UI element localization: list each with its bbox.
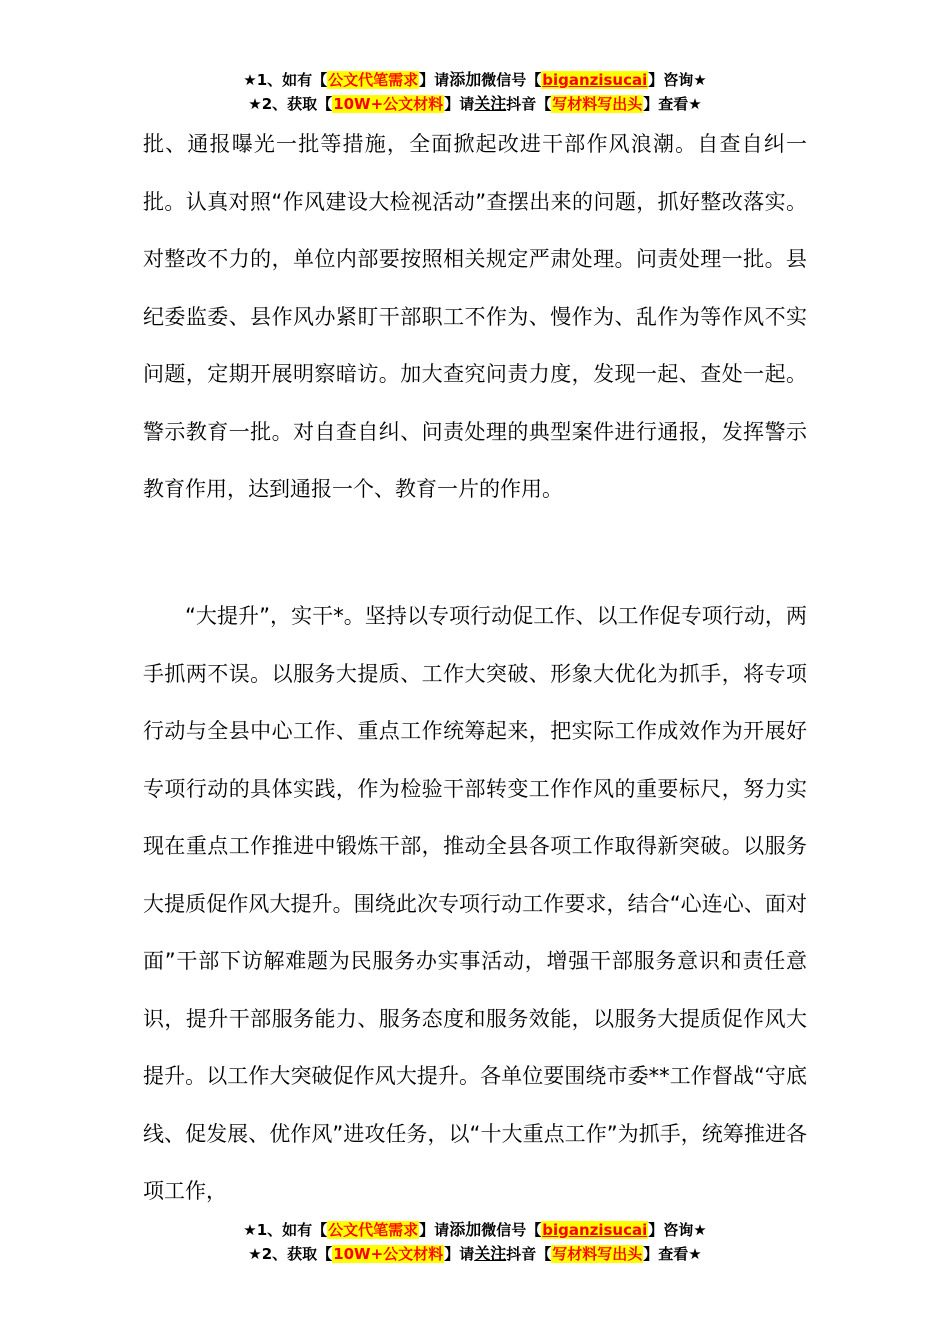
highlight-materials: 10W+公文材料: [333, 95, 444, 113]
banner-text: 】请: [444, 95, 475, 113]
banner-text: 微信号【: [481, 71, 542, 89]
banner-text: 】请: [419, 1221, 450, 1239]
banner-text: 抖音【: [506, 95, 552, 113]
banner-emphasis: 添加: [449, 1220, 482, 1239]
banner-line-1: [0, 68, 950, 92]
banner-line-2: [0, 92, 950, 116]
highlight-materials: 10W+公文材料: [333, 1245, 444, 1263]
banner-text: 】咨询★: [648, 1221, 707, 1239]
highlight-ghostwriting: 公文代笔需求: [328, 71, 419, 89]
paragraph-1: 批、通报曝光一批等措施，全面掀起改进干部作风浪潮。自查自纠一批。认真对照“作风建设大检视活动”查摆出来的问题，抓好整改落实。对整改不力的，单位内部要按照相关规定严肃处理。问责处理一批。县纪委监委、县作风办紧盯干部职工不作为、慢作为、乱作为等作风不实问题，定期开展明察暗访。加大查究问责力度，发现一起、查处一起。警示教育一批。对自查自纠、问责处理的典型案件进行通报，发挥警示教育作用，达到通报一个、教育一片的作用。: [143, 132, 807, 501]
banner-text: 】请: [419, 71, 450, 89]
highlight-ghostwriting: 公文代笔需求: [328, 1221, 419, 1239]
banner-line-2: [0, 1242, 950, 1266]
banner-text: ★2、获取【: [248, 1245, 333, 1263]
banner-line-1: [0, 1218, 950, 1242]
header-banner: [0, 68, 950, 116]
banner-text: 】查看★: [643, 95, 702, 113]
highlight-wechat-id[interactable]: biganzisucai: [542, 71, 648, 89]
banner-text: 】咨询★: [648, 71, 707, 89]
banner-text: 】请: [444, 1245, 475, 1263]
footer-banner: [0, 1218, 950, 1266]
banner-text: 】查看★: [643, 1245, 702, 1263]
banner-text: 微信号【: [481, 1221, 542, 1239]
paragraph-2: “大提升”，实干*。坚持以专项行动促工作、以工作促专项行动，两手抓两不误。以服务大提质、工作大突破、形象大优化为抓手，将专项行动与全县中心工作、重点工作统筹起来，把实际工作成效作为开展好专项行动的具体实践，作为检验干部转变工作作风的重要标尺，努力实现在重点工作推进中锻炼干部，推动全县各项工作取得新突破。以服务大提质促作风大提升。围绕此次专项行动工作要求，结合“心连心、面对面”干部下访解难题为民服务办实事活动，增强干部服务意识和责任意识，提升干部服务能力、服务态度和服务效能，以服务大提质促作风大提升。以工作大突破促作风大提升。各单位要围绕市委**工作督战“守底线、促发展、优作风”进攻任务，以“十大重点工作”为抓手，统筹推进各项工作，: [143, 604, 807, 1203]
banner-emphasis: 添加: [449, 70, 482, 89]
banner-emphasis: 关注: [474, 94, 507, 113]
banner-emphasis: 关注: [474, 1244, 507, 1263]
highlight-douyin-account[interactable]: 写材料写出头: [552, 95, 643, 113]
highlight-douyin-account[interactable]: 写材料写出头: [552, 1245, 643, 1263]
banner-text: 抖音【: [506, 1245, 552, 1263]
banner-text: ★1、如有【: [243, 1221, 328, 1239]
banner-text: ★2、获取【: [248, 95, 333, 113]
banner-text: ★1、如有【: [243, 71, 328, 89]
highlight-wechat-id[interactable]: biganzisucai: [542, 1221, 648, 1239]
